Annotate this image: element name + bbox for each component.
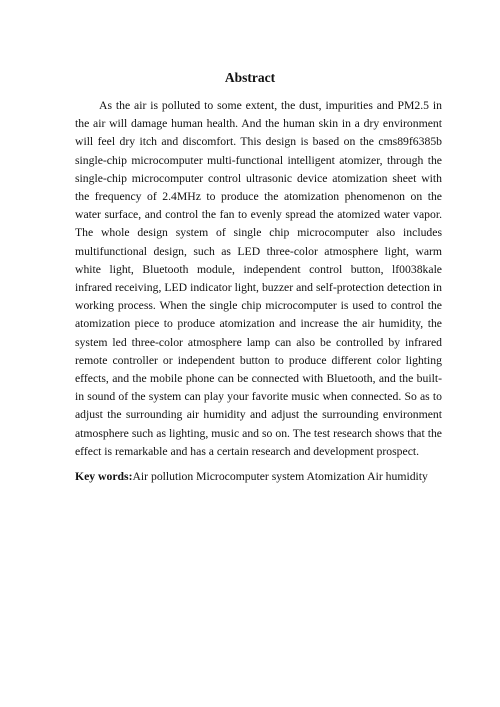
- keywords-line: [75, 468, 455, 486]
- page-title: Abstract: [224, 70, 276, 85]
- keywords-label: Key words:: [75, 470, 133, 483]
- abstract-paragraph: As the air is polluted to some extent, the dust, impurities and PM2.5 in the air will damage human health. And the human skin in a dry environment will feel dry itch and discomfort. This design is based on the cms89f6385b single-chip microcomputer multi-functional intelligent atomizer, through the single-chip microcomputer control ultrasonic device atomization sheet with the frequency of 2.4MHz to produce the atomization phenomenon on the water surface, and control the fan to evenly spread the atomized water vapor. The whole design system of single chip microcomputer also includes multifunctional design, such as LED three-color atmosphere light, warm white light, Bluetooth module, independent control button, lf0038kale infrared receiving, LED indicator light, buzzer and self-protection detection in working process. When the single chip microcomputer is used to control the atomization piece to produce atomization and increase the air humidity, the system led three-color atmosphere lamp can also be controlled by infrared remote controller or independent button to produce different color lighting effects, and the mobile phone can be connected with Bluetooth, and the built-in sound of the system can play your favorite music when connected. So as to adjust the surrounding air humidity and adjust the surrounding environment atmosphere such as lighting, music and so on. The test research shows that the effect is remarkable and has a certain research and development prospect.: [75, 99, 442, 458]
- keywords-text: Air pollution Microcomputer system Atomization Air humidity: [132, 470, 428, 483]
